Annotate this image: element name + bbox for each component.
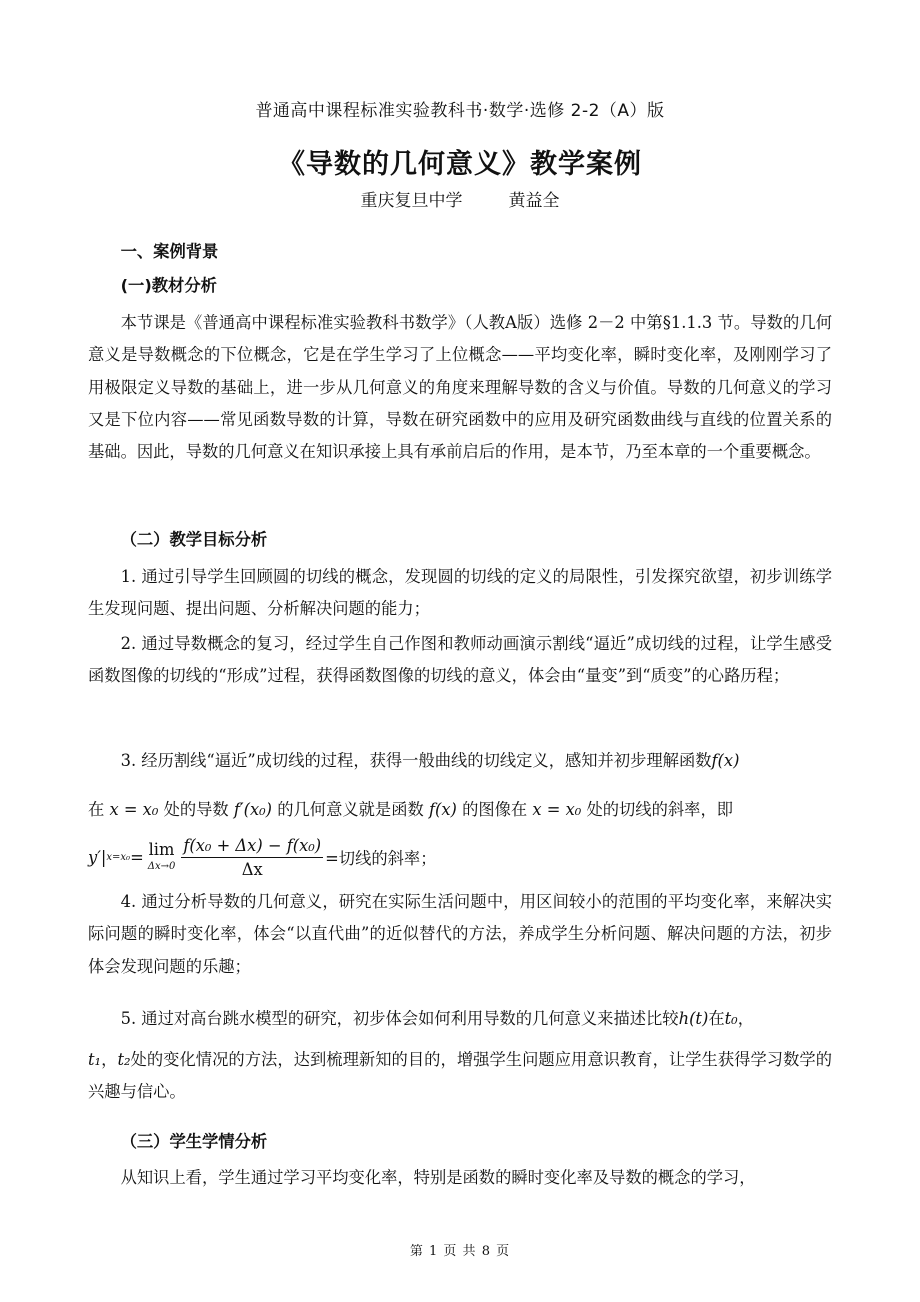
paragraph-material-analysis: 本节课是《普通高中课程标准实验教科书数学》（人教A版）选修 2－2 中第§1.1.3 节。导数的几何意义是导数概念的下位概念，它是在学生学习了上位概念——平均变化率，瞬时变化率，及刚刚学习了用极限定义导数的基础上，进一步从几何意义的角度来理解导数的含义与价值。导数的几何意义的学习又是下位内容——常见函数导数的计算，导数在研究函数中的应用及研究函数曲线与直线的位置关系的基础。因此，导数的几何意义在知识承接上具有承前启后的作用，是本节，乃至本章的一个重要概念。	[88, 313, 832, 462]
section-heading: 一、案例背景	[120, 242, 219, 261]
math-eq-x0: x = x₀	[109, 800, 159, 819]
byline	[0, 186, 920, 211]
math-t2: t₂	[117, 1050, 131, 1069]
school-name: 重庆复旦中学	[360, 191, 463, 211]
math-ht: h(t)	[678, 1009, 709, 1028]
page-title: 《导数的几何意义》教学案例	[278, 149, 642, 180]
goal-5-line-1: 5. 通过对高台跳水模型的研究，初步体会如何利用导数的几何意义来描述比较h(t)在t₀，	[120, 1009, 754, 1028]
goal-3-line-1: 3. 经历割线“逼近”成切线的过程，获得一般曲线的切线定义，感知并初步理解函数f(x)	[120, 751, 740, 770]
goal-3-line-2: 在 x = x₀ 处的导数 f′(x₀) 的几何意义就是函数 f(x) 的图像在 x = x₀ 处的切线的斜率，即	[88, 800, 734, 819]
math-t0: t₀	[724, 1009, 738, 1028]
math-fx: f(x)	[711, 751, 740, 770]
goal-4: 4. 通过分析导数的几何意义，研究在实际生活问题中，用区间较小的范围的平均变化率，来解决实际问题的瞬时变化率，体会“以直代曲”的近似替代的方法，养成学生分析问题、解决问题的方法，初步体会发现问题的乐趣；	[88, 892, 832, 976]
author-name: 黄益全	[508, 191, 560, 211]
goal-2: 2. 通过导数概念的复习，经过学生自己作图和教师动画演示割线“逼近”成切线的过程，让学生感受函数图像的切线的“形成”过程，获得函数图像的切线的意义，体会由“量变”到“质变”的心路历程；	[88, 634, 832, 686]
goal-1: 1. 通过引导学生回顾圆的切线的概念，发现圆的切线的定义的局限性，引发探究欲望，初步训练学生发现问题、提出问题、分析解决问题的能力；	[88, 567, 832, 619]
math-fprime-x0: f′(x₀)	[233, 800, 273, 819]
limit-operator: lim Δx→0	[147, 840, 176, 872]
math-t1: t₁	[88, 1050, 102, 1069]
math-fx-2: f(x)	[428, 800, 457, 819]
subsection-heading-material: (一)教材分析	[120, 276, 217, 295]
goal-5-line-2: t₁，t₂处的变化情况的方法，达到梳理新知的目的，增强学生问题应用意识教育，让学生获得学习数学的兴趣与信心。	[88, 1050, 832, 1102]
page-number: 第 1 页 共 8 页	[409, 1244, 511, 1259]
paragraph-student-analysis: 从知识上看，学生通过学习平均变化率，特别是函数的瞬时变化率及导数的概念的学习，	[120, 1168, 756, 1187]
subsection-heading-students: （三）学生学情分析	[120, 1132, 268, 1151]
derivative-formula: y′| x=x₀ = lim Δx→0 $\frac{\text{f(x₀ + Δx) − f(x₀)}}{\Delta x}$ =切线的斜率；	[88, 835, 437, 879]
series-title: 普通高中课程标准实验教科书·数学·选修 2-2（A）版	[255, 101, 665, 121]
math-eq-x0-2: x = x₀	[532, 800, 582, 819]
difference-quotient: $\frac{\text{f(x₀ + Δx) − f(x₀)}}{\Delta x}$	[183, 835, 322, 879]
subsection-heading-goals: （二）教学目标分析	[120, 530, 268, 549]
